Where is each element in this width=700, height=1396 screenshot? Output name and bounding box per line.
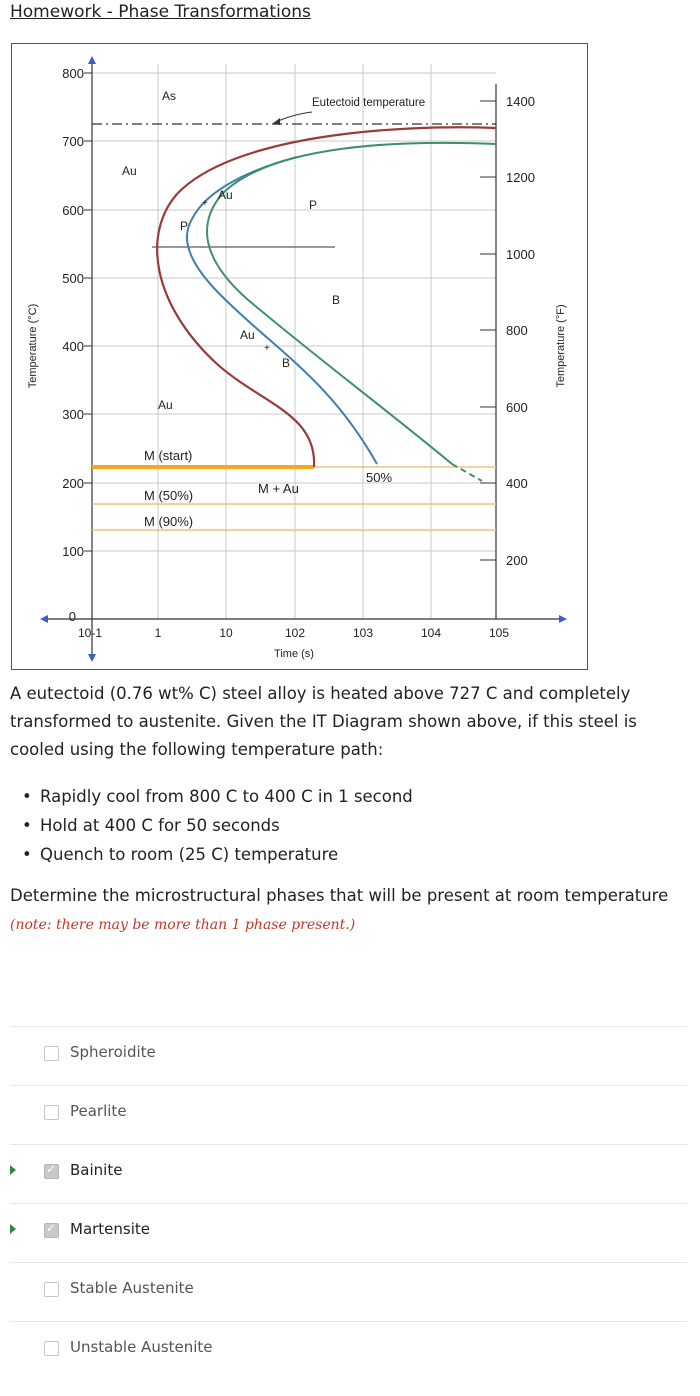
ytick-c-300: 300 [62, 407, 84, 422]
plus-sign-mid: + [264, 343, 270, 354]
ytick-f-800: 800 [506, 323, 528, 338]
question-text: Determine the microstructural phases that will be present at room temperature [10, 886, 669, 905]
label-fifty-percent: 50% [366, 470, 393, 485]
y-axis-label-right: Temperature (°F) [555, 304, 567, 388]
label-m-90: M (90%) [144, 514, 194, 529]
question [10, 882, 690, 939]
ytick-c-0: 0 [68, 609, 76, 624]
ytick-f-1200: 1200 [506, 170, 535, 185]
y-axis-label-left: Temperature (°C) [27, 303, 39, 389]
it-diagram-svg [12, 44, 587, 669]
step-1: • Rapidly cool from 800 C to 400 C in 1 second [18, 782, 413, 811]
ytick-c-400: 400 [62, 339, 84, 354]
option-label[interactable]: Unstable Austenite [70, 1338, 213, 1356]
xtick-3: 102 [284, 626, 306, 640]
ytick-c-100: 100 [62, 544, 84, 559]
label-m-plus-au: M + Au [258, 481, 299, 496]
ytick-f-200: 200 [506, 553, 528, 568]
label-as: As [162, 89, 177, 103]
transformation-finish-curve [207, 143, 496, 464]
ytick-c-500: 500 [62, 271, 84, 286]
xtick-1: 1 [154, 626, 162, 640]
label-au-mid: Au [240, 328, 255, 342]
eutectoid-arrowhead [272, 118, 280, 125]
it-diagram [11, 43, 588, 670]
label-au-low: Au [158, 398, 173, 412]
axes [44, 60, 562, 658]
option-label[interactable]: Stable Austenite [70, 1279, 194, 1297]
x-axis-label: Time (s) [274, 648, 314, 660]
label-m-50: M (50%) [144, 488, 194, 503]
cooling-steps [18, 782, 413, 869]
xtick-5: 104 [420, 626, 442, 640]
ytick-f-600: 600 [506, 400, 528, 415]
label-b-right: B [332, 293, 341, 307]
selected-marker-icon [10, 1165, 16, 1175]
step-3: • Quench to room (25 C) temperature [18, 840, 413, 869]
option-bainite[interactable] [10, 1144, 687, 1203]
axis-left-marker[interactable] [40, 615, 48, 623]
label-b-mid: B [282, 356, 291, 370]
transformation-start-curve [157, 127, 496, 467]
ytick-c-200: 200 [62, 476, 84, 491]
axis-right-marker[interactable] [559, 615, 567, 623]
label-p-left: P [180, 219, 189, 233]
checkbox-martensite[interactable] [44, 1223, 59, 1238]
ytick-c-600: 600 [62, 203, 84, 218]
option-stable-austenite[interactable] [10, 1262, 687, 1321]
option-unstable-austenite[interactable] [10, 1321, 687, 1380]
axis-top-marker[interactable] [88, 56, 96, 64]
label-m-start: M (start) [144, 448, 193, 463]
label-p-right: P [309, 198, 318, 212]
plus-sign-top: + [202, 198, 208, 209]
option-label[interactable]: Martensite [70, 1220, 151, 1238]
ytick-f-1400: 1400 [506, 94, 535, 109]
checkbox-stable-austenite[interactable] [44, 1282, 59, 1297]
ytick-f-1000: 1000 [506, 247, 535, 262]
step-2: • Hold at 400 C for 50 seconds [18, 811, 413, 840]
xtick-6: 105 [488, 626, 510, 640]
eutectoid-label: Eutectoid temperature [312, 97, 426, 109]
option-spheroidite[interactable] [10, 1026, 687, 1085]
checkbox-unstable-austenite[interactable] [44, 1341, 59, 1356]
xtick-0: 10-1 [77, 626, 103, 640]
question-note: (note: there may be more than 1 phase present.) [10, 917, 356, 933]
xtick-4: 103 [352, 626, 374, 640]
label-au-top: Au [122, 164, 137, 178]
selected-marker-icon [10, 1224, 16, 1234]
ytick-c-800: 800 [62, 66, 84, 81]
option-label[interactable]: Pearlite [70, 1102, 127, 1120]
answer-options [0, 1026, 700, 1380]
ytick-c-700: 700 [62, 134, 84, 149]
grid [92, 64, 496, 619]
checkbox-spheroidite[interactable] [44, 1046, 59, 1061]
problem-intro [10, 680, 690, 764]
checkbox-bainite[interactable] [44, 1164, 59, 1179]
option-label[interactable]: Bainite [70, 1161, 123, 1179]
label-au-curve: Au [218, 188, 233, 202]
intro-text: A eutectoid (0.76 wt% C) steel alloy is heated above 727 C and completely transformed to austenite. Given the IT Diagram shown above, if this steel is cooled using the following temperature path: [10, 684, 637, 759]
ytick-f-400: 400 [506, 476, 528, 491]
xtick-2: 10 [219, 626, 233, 640]
option-pearlite[interactable] [10, 1085, 687, 1144]
left-ticks [84, 73, 92, 551]
right-ticks [480, 101, 496, 560]
axis-bottom-marker[interactable] [88, 654, 96, 662]
option-martensite[interactable] [10, 1203, 687, 1262]
option-label[interactable]: Spheroidite [70, 1043, 156, 1061]
page-title[interactable]: Homework - Phase Transformations [10, 2, 311, 22]
checkbox-pearlite[interactable] [44, 1105, 59, 1120]
